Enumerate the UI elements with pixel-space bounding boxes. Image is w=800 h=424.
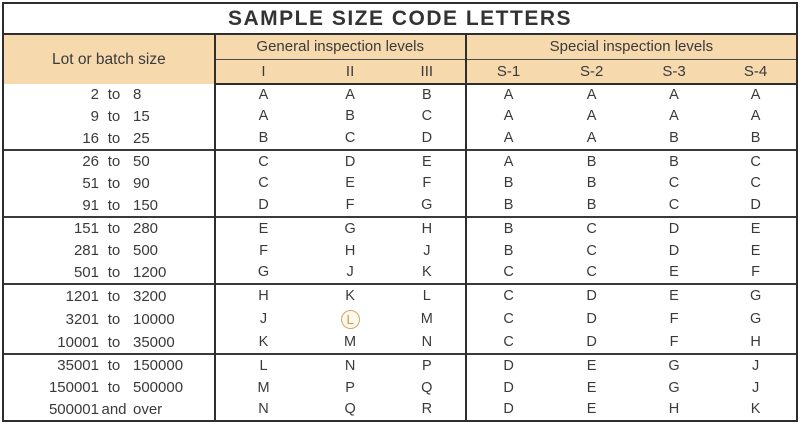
lot-from: 10001 xyxy=(57,333,99,351)
code-letter-cell: C xyxy=(215,150,312,173)
code-letter-cell: Q xyxy=(421,379,433,396)
code-letter-cell: G xyxy=(633,354,715,377)
title-bar xyxy=(4,4,796,35)
lot-range xyxy=(4,334,214,351)
table-body xyxy=(4,84,796,420)
lot-from: 1201 xyxy=(65,287,99,305)
lot-range-cell xyxy=(4,194,215,217)
lot-range xyxy=(4,130,214,147)
lot-conn: to xyxy=(107,242,121,260)
lot-conn: to xyxy=(107,174,121,192)
code-letter-cell: D xyxy=(586,334,597,351)
code-letter-cell: G xyxy=(668,379,680,396)
code-letter-cell: C xyxy=(715,150,796,173)
code-letter-cell: B xyxy=(466,217,551,240)
code-letter-cell: G xyxy=(421,197,433,214)
code-letter-cell: A xyxy=(345,87,355,104)
column-header-s2: S-2 xyxy=(550,59,632,84)
code-letter-cell: A xyxy=(215,84,312,106)
lot-conn: to xyxy=(107,287,121,305)
lot-range xyxy=(4,311,214,328)
code-letter-cell: N xyxy=(421,334,433,351)
table-row xyxy=(4,150,796,173)
code-letter-cell: P xyxy=(345,379,355,396)
code-letter-cell: C xyxy=(466,284,551,307)
code-letter-cell: B xyxy=(421,87,432,104)
table-row xyxy=(4,127,796,150)
lot-range-cell xyxy=(4,150,215,173)
code-letter-cell: J xyxy=(423,242,431,259)
lot-range xyxy=(4,401,214,418)
table-row xyxy=(4,377,796,399)
code-letter-cell: K xyxy=(215,331,312,354)
lot-conn: to xyxy=(107,86,121,104)
column-header-level-3: III xyxy=(389,59,466,84)
circled-code-letter: L xyxy=(341,310,360,329)
code-letter-cell: F xyxy=(345,197,355,214)
sample-size-code-table xyxy=(4,35,796,420)
lot-to: 15 xyxy=(133,107,150,125)
lot-from: 151 xyxy=(73,220,99,238)
lot-conn: to xyxy=(107,310,121,328)
column-header-s1: S-1 xyxy=(466,59,551,84)
code-letter-cell: B xyxy=(466,173,551,195)
code-letter-cell: E xyxy=(586,401,597,418)
column-header-level-1: I xyxy=(215,59,312,84)
lot-from: 26 xyxy=(82,153,99,171)
code-letter-cell: G xyxy=(311,217,389,240)
lot-range-cell xyxy=(4,331,215,354)
lot-from: 91 xyxy=(82,196,99,214)
table-row xyxy=(4,354,796,377)
lot-range xyxy=(4,86,214,103)
lot-to: 50 xyxy=(133,153,150,171)
code-letter-cell: E xyxy=(669,264,679,281)
code-letter-cell: D xyxy=(215,194,312,217)
code-letter-cell: C xyxy=(586,264,597,281)
lot-range-cell xyxy=(4,84,215,106)
code-letter-cell: D xyxy=(466,377,551,399)
lot-to: 10000 xyxy=(133,310,175,328)
code-letter-cell: M xyxy=(344,334,357,351)
lot-conn: to xyxy=(107,220,121,238)
code-letter-cell: E xyxy=(550,354,632,377)
code-letter-cell: C xyxy=(466,331,551,354)
lot-to: 500 xyxy=(133,242,159,260)
lot-range xyxy=(4,108,214,125)
code-letter-cell: C xyxy=(750,175,761,192)
lot-to: 35000 xyxy=(133,333,175,351)
code-letter-cell: A xyxy=(750,108,761,125)
code-letter-cell: C xyxy=(215,173,312,195)
code-letter-cell: H xyxy=(215,284,312,307)
lot-to: 150 xyxy=(133,196,159,214)
lot-from: 150001 xyxy=(48,379,99,397)
lot-range-cell xyxy=(4,106,215,128)
code-letter-cell: C xyxy=(586,242,597,259)
page-title: SAMPLE SIZE CODE LETTERS xyxy=(227,6,573,30)
sample-size-code-letters-sheet xyxy=(2,2,798,422)
lot-range-cell xyxy=(4,240,215,262)
header-group-row xyxy=(4,35,796,59)
code-letter-cell: B xyxy=(466,240,551,262)
lot-range-cell xyxy=(4,217,215,240)
table-row xyxy=(4,284,796,307)
code-letter-cell: D xyxy=(633,217,715,240)
code-letter-cell: E xyxy=(215,217,312,240)
code-letter-cell: J xyxy=(751,379,760,396)
table-header xyxy=(4,35,796,84)
lot-conn: to xyxy=(107,153,121,171)
code-letter-cell: F xyxy=(751,264,761,281)
table-row xyxy=(4,173,796,195)
column-header-s3: S-3 xyxy=(633,59,715,84)
code-letter-cell: J xyxy=(215,307,312,331)
lot-range-cell xyxy=(4,284,215,307)
code-letter-cell: L xyxy=(389,284,466,307)
special-levels-header: Special inspection levels xyxy=(466,35,796,59)
code-letter-cell: B xyxy=(750,130,761,146)
code-letter-cell: M xyxy=(420,311,433,328)
code-letter-cell: A xyxy=(466,84,551,106)
code-letter-cell: M xyxy=(215,377,312,399)
column-header-level-2: II xyxy=(311,59,389,84)
lot-conn: to xyxy=(107,357,121,375)
table-row xyxy=(4,194,796,217)
code-letter-cell xyxy=(311,307,389,331)
code-letter-cell: B xyxy=(466,194,551,217)
lot-range xyxy=(4,379,214,396)
code-letter-cell: K xyxy=(311,284,389,307)
lot-range-cell xyxy=(4,398,215,420)
code-letter-cell: E xyxy=(750,242,761,259)
lot-from: 51 xyxy=(82,174,99,192)
lot-conn: to xyxy=(107,196,121,214)
lot-range xyxy=(4,197,214,214)
code-letter-cell: R xyxy=(421,401,433,418)
lot-range xyxy=(4,153,214,170)
lot-from: 281 xyxy=(73,242,99,260)
lot-range xyxy=(4,242,214,259)
code-letter-cell: C xyxy=(421,108,433,125)
code-letter-cell: H xyxy=(389,217,466,240)
code-letter-cell: D xyxy=(311,150,389,173)
code-letter-cell: F xyxy=(669,334,679,351)
lot-range-cell xyxy=(4,354,215,377)
code-letter-cell: H xyxy=(668,401,680,418)
code-letter-cell: A xyxy=(669,108,679,125)
code-letter-cell: B xyxy=(669,130,679,146)
code-letter-cell: P xyxy=(389,354,466,377)
table-row xyxy=(4,217,796,240)
code-letter-cell: A xyxy=(215,106,312,128)
table-row xyxy=(4,240,796,262)
code-letter-cell: E xyxy=(586,379,597,396)
code-letter-cell: C xyxy=(466,307,551,331)
code-letter-cell: G xyxy=(215,261,312,284)
code-letter-cell: C xyxy=(466,261,551,284)
lot-conn: to xyxy=(107,129,121,147)
table-row xyxy=(4,106,796,128)
lot-from: 500001 xyxy=(48,400,99,418)
code-letter-cell: B xyxy=(586,197,597,214)
lot-conn: to xyxy=(107,333,121,351)
lot-column-header: Lot or batch size xyxy=(4,35,215,84)
lot-to: 25 xyxy=(133,129,150,147)
lot-range-cell xyxy=(4,377,215,399)
code-letter-cell: N xyxy=(215,398,312,420)
code-letter-cell: F xyxy=(669,311,679,328)
code-letter-cell: A xyxy=(466,150,551,173)
table-row xyxy=(4,84,796,106)
code-letter-cell: G xyxy=(715,284,796,307)
lot-from: 35001 xyxy=(57,357,99,375)
code-letter-cell: D xyxy=(586,311,597,328)
lot-conn: and xyxy=(101,400,127,418)
lot-to: 8 xyxy=(133,86,142,104)
code-letter-cell: B xyxy=(345,108,355,125)
lot-conn: to xyxy=(107,263,121,281)
code-letter-cell: D xyxy=(750,197,761,214)
code-letter-cell: E xyxy=(633,284,715,307)
code-letter-cell: J xyxy=(346,264,354,281)
code-letter-cell: C xyxy=(668,175,680,192)
lot-to: 150000 xyxy=(133,357,184,375)
lot-to: 500000 xyxy=(133,379,184,397)
lot-range-cell xyxy=(4,307,215,331)
code-letter-cell: E xyxy=(345,175,355,192)
lot-conn: to xyxy=(107,107,121,125)
lot-to: over xyxy=(133,400,163,418)
code-letter-cell: D xyxy=(466,354,551,377)
lot-to: 90 xyxy=(133,174,150,192)
code-letter-cell: H xyxy=(344,242,356,259)
code-letter-cell: D xyxy=(421,130,433,146)
code-letter-cell: G xyxy=(749,311,762,328)
lot-range xyxy=(4,220,214,237)
code-letter-cell: A xyxy=(750,87,761,104)
code-letter-cell: C xyxy=(344,130,356,146)
code-letter-cell: Q xyxy=(344,401,356,418)
table-row xyxy=(4,261,796,284)
column-header-s4: S-4 xyxy=(715,59,796,84)
code-letter-cell: A xyxy=(466,106,551,128)
code-letter-cell: B xyxy=(215,127,312,150)
table-row xyxy=(4,398,796,420)
lot-range-cell xyxy=(4,261,215,284)
code-letter-cell: H xyxy=(750,334,761,351)
lot-range-cell xyxy=(4,173,215,195)
code-letter-cell: J xyxy=(715,354,796,377)
lot-from: 501 xyxy=(73,263,99,281)
lot-conn: to xyxy=(107,379,121,397)
code-letter-cell: A xyxy=(586,87,597,104)
lot-range xyxy=(4,357,214,374)
lot-range-cell xyxy=(4,127,215,150)
code-letter-cell: A xyxy=(669,87,679,104)
table-row xyxy=(4,331,796,354)
code-letter-cell: B xyxy=(550,150,632,173)
code-letter-cell: A xyxy=(586,130,597,146)
code-letter-cell: E xyxy=(715,217,796,240)
code-letter-cell: F xyxy=(422,175,432,192)
general-levels-header: General inspection levels xyxy=(215,35,466,59)
lot-from: 3201 xyxy=(65,310,99,328)
lot-range xyxy=(4,175,214,192)
lot-from: 2 xyxy=(90,86,99,104)
code-letter-cell: L xyxy=(215,354,312,377)
code-letter-cell: N xyxy=(311,354,389,377)
lot-to: 280 xyxy=(133,220,159,238)
code-letter-cell: K xyxy=(750,401,761,418)
code-letter-cell: A xyxy=(466,127,551,150)
lot-range xyxy=(4,264,214,281)
lot-range xyxy=(4,288,214,305)
code-letter-cell: C xyxy=(668,197,680,214)
code-letter-cell: E xyxy=(389,150,466,173)
code-letter-cell: F xyxy=(215,240,312,262)
lot-from: 9 xyxy=(90,107,99,125)
code-letter-cell: A xyxy=(586,108,597,125)
code-letter-cell: D xyxy=(668,242,680,259)
code-letter-cell: C xyxy=(550,217,632,240)
code-letter-cell: B xyxy=(633,150,715,173)
lot-to: 3200 xyxy=(133,287,167,305)
code-letter-cell: D xyxy=(466,398,551,420)
code-letter-cell: D xyxy=(550,284,632,307)
lot-to: 1200 xyxy=(133,263,167,281)
table-row xyxy=(4,307,796,331)
code-letter-cell: B xyxy=(586,175,597,192)
lot-from: 16 xyxy=(82,129,99,147)
code-letter-cell: K xyxy=(421,264,432,281)
